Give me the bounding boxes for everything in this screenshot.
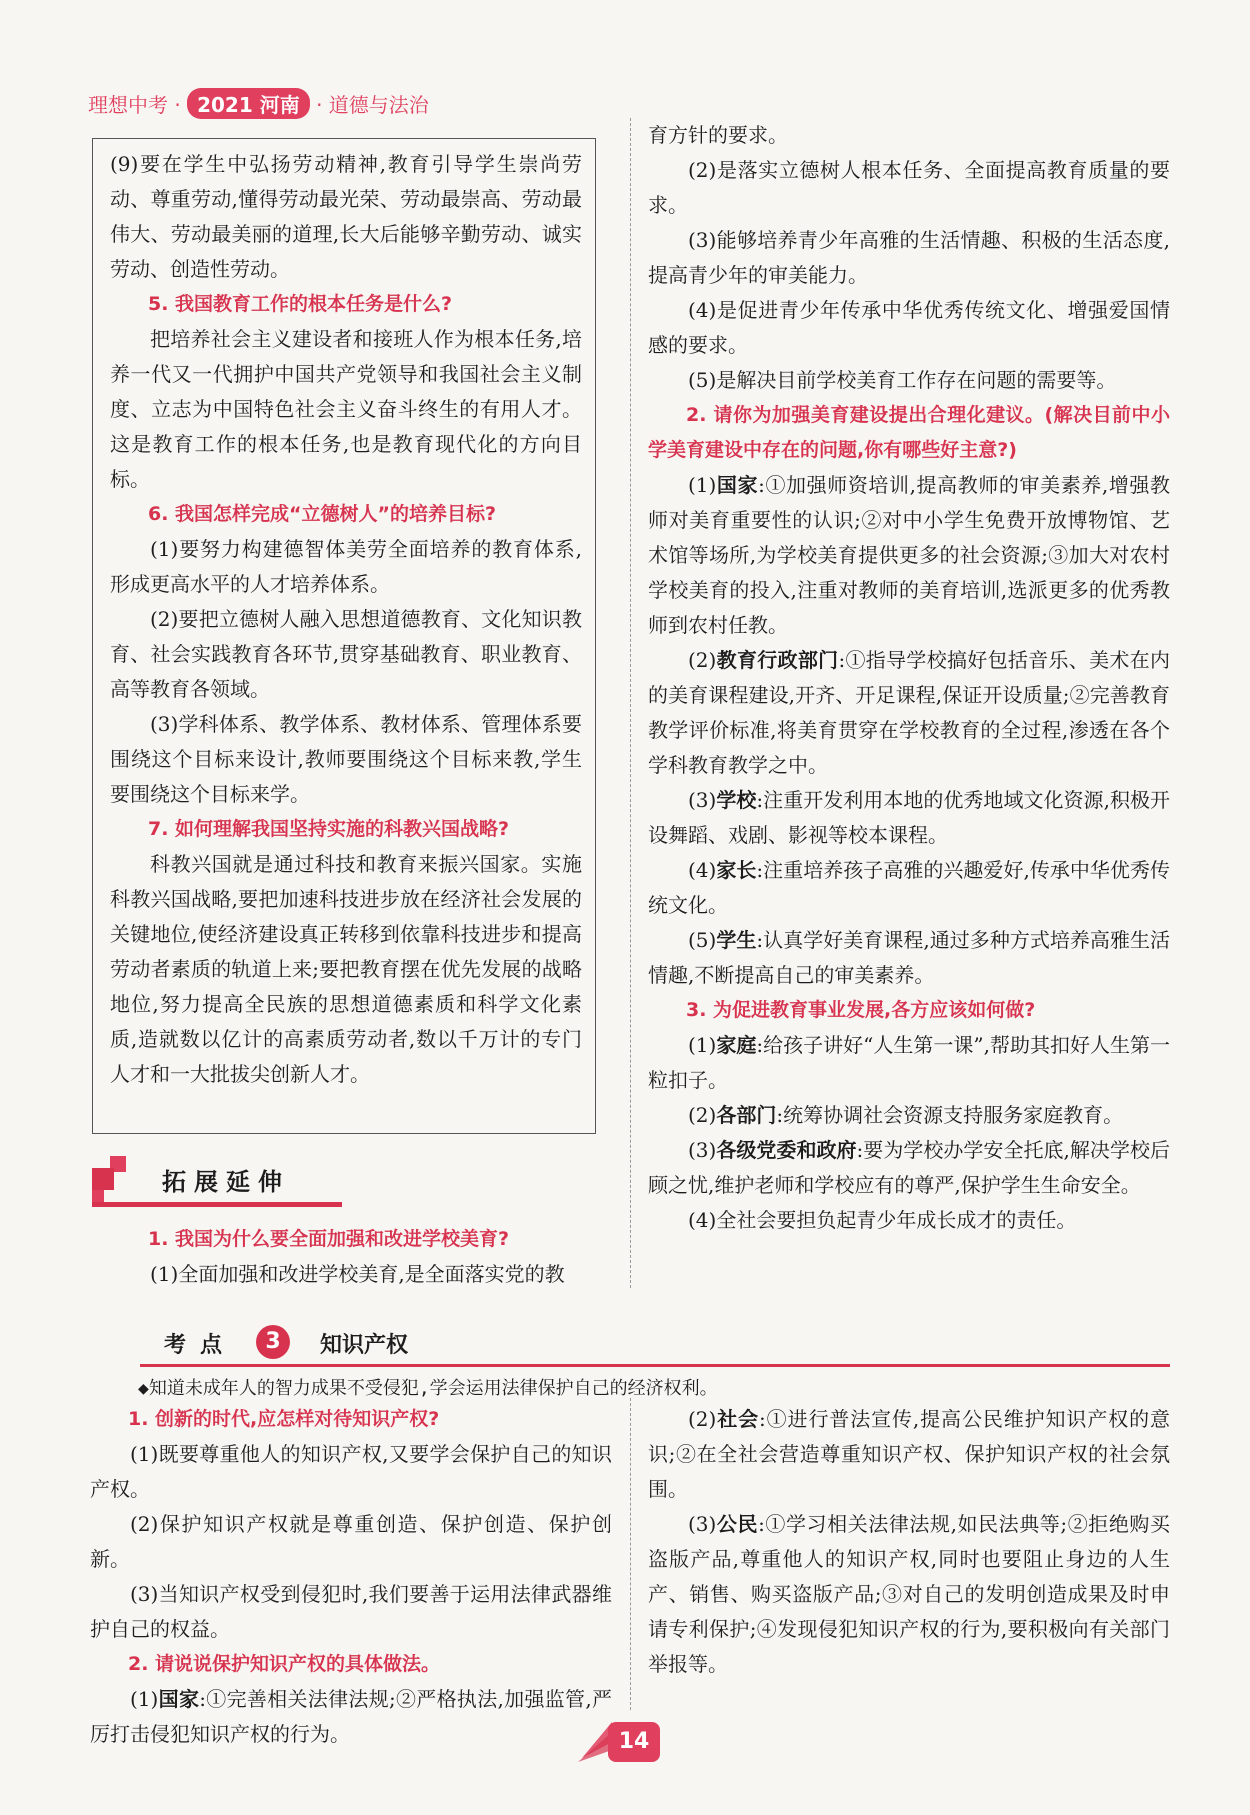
item-number: (3) — [688, 788, 717, 812]
answer-paragraph — [648, 1133, 1170, 1203]
answer-paragraph: (1)要努力构建德智体美劳全面培养的教育体系,形成更高水平的人才培养体系。 — [110, 537, 582, 596]
item-subject: 教育行政部门 — [716, 648, 839, 672]
item-number: (1) — [130, 1687, 159, 1711]
item-text: :①完善相关法律法规;②严格执法,加强监管,严厉打击侵犯知识产权的行为。 — [90, 1687, 612, 1746]
header-badge: 2021 河南 — [187, 88, 310, 119]
item-subject: 家长 — [716, 858, 757, 882]
item-subject: 国家 — [716, 473, 759, 497]
item-text: :①指导学校搞好包括音乐、美术在内的美育课程建设,开齐、开足课程,保证开设质量;②完善教育教学评价标准,将美育贯穿在学校教育的全过程,渗透在各个学科教育教学之中。 — [648, 648, 1170, 777]
page-fan-icon — [578, 1720, 612, 1764]
heading-decor — [92, 1190, 104, 1202]
answer-paragraph: (5)是解决目前学校美育工作存在问题的需要等。 — [688, 368, 1117, 392]
header-series: 理想中考 · — [88, 93, 181, 117]
left-extension-column — [110, 1222, 592, 1292]
answer-paragraph — [648, 783, 1170, 853]
item-subject: 社会 — [716, 1407, 760, 1431]
answer-paragraph: (3)学科体系、教学体系、教材体系、管理体系要围绕这个目标来设计,教师要围绕这个目标来教,学生要围绕这个目标来学。 — [110, 712, 582, 806]
answer-paragraph: 科教兴国就是通过科技和教育来振兴国家。实施科教兴国战略,要把加速科技进步放在经济社会发展的关键地位,使经济建设真正转移到依靠科技进步和提高劳动者素质的轨道上来;要把教育摆在优先发展的战略地位,努力提高全民族的思想道德素质和科学文化素质,造就数以亿计的高素质劳动者,数以千万计的专门人才和一大批拔尖创新人才。 — [110, 852, 582, 1086]
extension-heading — [92, 1160, 342, 1206]
item-subject: 学生 — [716, 928, 757, 952]
header-subject: · 道德与法治 — [316, 93, 429, 117]
item-subject: 家庭 — [716, 1033, 757, 1057]
item-text: :注重开发利用本地的优秀地域文化资源,积极开设舞蹈、戏剧、影视等校本课程。 — [648, 788, 1170, 847]
kaodian-title: 知识产权 — [320, 1333, 409, 1358]
question-heading: 7. 如何理解我国坚持实施的科教兴国战略? — [148, 818, 510, 840]
kaodian-heading — [140, 1326, 1170, 1366]
item-text: :统筹协调社会资源支持服务家庭教育。 — [776, 1103, 1124, 1127]
heading-decor — [92, 1168, 114, 1190]
answer-paragraph: (1)全面加强和改进学校美育,是全面落实党的教 — [150, 1262, 565, 1286]
column-divider — [630, 1398, 631, 1710]
answer-paragraph — [648, 1507, 1170, 1682]
kaodian-label: 考点 — [164, 1333, 237, 1358]
page-header — [88, 88, 429, 119]
item-subject: 各部门 — [716, 1103, 777, 1127]
answer-paragraph: (3)当知识产权受到侵犯时,我们要善于运用法律武器维护自己的权益。 — [90, 1582, 612, 1641]
question-heading: 2. 请说说保护知识产权的具体做法。 — [128, 1653, 441, 1675]
answer-paragraph — [648, 923, 1170, 993]
answer-paragraph: (4)是促进青少年传承中华优秀传统文化、增强爱国情感的要求。 — [648, 298, 1170, 357]
answer-paragraph — [648, 468, 1170, 643]
question-heading: 1. 创新的时代,应怎样对待知识产权? — [128, 1408, 440, 1430]
item-text: :给孩子讲好“人生第一课”,帮助其扣好人生第一粒扣子。 — [648, 1033, 1170, 1092]
answer-paragraph — [648, 853, 1170, 923]
item-subject: 公民 — [716, 1512, 759, 1536]
item-text: :①加强师资培训,提高教师的审美素养,增强教师对美育重要性的认识;②对中小学生免费开放博物馆、艺术馆等场所,为学校美育提供更多的社会资源;③加大对农村学校美育的投入,注重对教师的美育培训,选派更多的优秀教师到农村任教。 — [648, 473, 1171, 637]
question-heading: 3. 为促进教育事业发展,各方应该如何做? — [686, 999, 1036, 1021]
item-number: (1) — [688, 473, 717, 497]
left-kaodian-column — [90, 1402, 612, 1752]
answer-paragraph: (3)能够培养青少年高雅的生活情趣、积极的生活态度,提高青少年的审美能力。 — [648, 228, 1170, 287]
answer-paragraph: (2)要把立德树人融入思想道德教育、文化知识教育、社会实践教育各环节,贯穿基础教育、职业教育、高等教育各领域。 — [110, 607, 582, 701]
answer-paragraph — [648, 1098, 1170, 1133]
item-text: :认真学好美育课程,通过多种方式培养高雅生活情趣,不断提高自己的审美素养。 — [648, 928, 1170, 987]
right-kaodian-column — [648, 1402, 1170, 1682]
column-divider — [630, 118, 631, 1288]
answer-paragraph: (2)保护知识产权就是尊重创造、保护创造、保护创新。 — [90, 1512, 612, 1571]
kaodian-number: 3 — [256, 1325, 290, 1359]
extension-title: 拓展延伸 — [162, 1168, 290, 1196]
requirement-note: ◆知道未成年人的智力成果不受侵犯,学会运用法律保护自己的经济权利。 — [138, 1378, 718, 1399]
question-heading: 6. 我国怎样完成“立德树人”的培养目标? — [148, 503, 497, 525]
left-top-column — [110, 147, 582, 1092]
question-heading: 1. 我国为什么要全面加强和改进学校美育? — [148, 1228, 510, 1250]
answer-paragraph — [90, 1682, 612, 1752]
item-number: (3) — [688, 1512, 717, 1536]
answer-paragraph — [648, 1402, 1170, 1507]
answer-paragraph — [648, 1028, 1170, 1098]
item-text: :①进行普法宣传,提高公民维护知识产权的意识;②在全社会营造尊重知识产权、保护知识产权的社会氛围。 — [648, 1407, 1170, 1501]
right-top-column — [648, 118, 1170, 1238]
answer-paragraph — [648, 643, 1170, 783]
question-heading: 2. 请你为加强美育建设提出合理化建议。(解决目前中小学美育建设中存在的问题,你有哪些好主意?) — [648, 404, 1170, 461]
item-number: (2) — [688, 648, 717, 672]
item-subject: 各级党委和政府 — [716, 1138, 857, 1162]
answer-paragraph: (1)既要尊重他人的知识产权,又要学会保护自己的知识产权。 — [90, 1442, 612, 1501]
page-number: 14 — [608, 1722, 660, 1762]
answer-paragraph: 把培养社会主义建设者和接班人作为根本任务,培养一代又一代拥护中国共产党领导和我国社会主义制度、立志为中国特色社会主义奋斗终生的有用人才。这是教育工作的根本任务,也是教育现代化的方向目标。 — [110, 327, 582, 491]
item-number: (3) — [688, 1138, 717, 1162]
kaodian-underline — [140, 1364, 1170, 1367]
item-number: (5) — [688, 928, 717, 952]
item-number: (1) — [688, 1033, 717, 1057]
item-subject: 国家 — [158, 1687, 200, 1711]
item-number: (2) — [688, 1407, 717, 1431]
heading-underline — [92, 1202, 342, 1207]
item-number: (4) — [688, 858, 717, 882]
question-heading: 5. 我国教育工作的根本任务是什么? — [148, 293, 453, 315]
item-number: (2) — [688, 1103, 717, 1127]
item-text: :注重培养孩子高雅的兴趣爱好,传承中华优秀传统文化。 — [648, 858, 1170, 917]
answer-paragraph: 育方针的要求。 — [648, 123, 788, 147]
answer-paragraph: (2)是落实立德树人根本任务、全面提高教育质量的要求。 — [648, 158, 1170, 217]
answer-paragraph: (9)要在学生中弘扬劳动精神,教育引导学生崇尚劳动、尊重劳动,懂得劳动最光荣、劳动最崇高、劳动最伟大、劳动最美丽的道理,长大后能够辛勤劳动、诚实劳动、创造性劳动。 — [110, 152, 582, 281]
item-text: :要为学校办学安全托底,解决学校后顾之忧,维护老师和学校应有的尊严,保护学生生命安全。 — [648, 1138, 1170, 1197]
item-subject: 学校 — [716, 788, 757, 812]
item-text: :①学习相关法律法规,如民法典等;②拒绝购买盗版产品,尊重他人的知识产权,同时也要阻止身边的人生产、销售、购买盗版产品;③对自己的发明创造成果及时申请专利保护;④发现侵犯知识产权的行为,要积极向有关部门举报等。 — [648, 1512, 1170, 1676]
answer-paragraph: (4)全社会要担负起青少年成长成才的责任。 — [688, 1208, 1077, 1232]
